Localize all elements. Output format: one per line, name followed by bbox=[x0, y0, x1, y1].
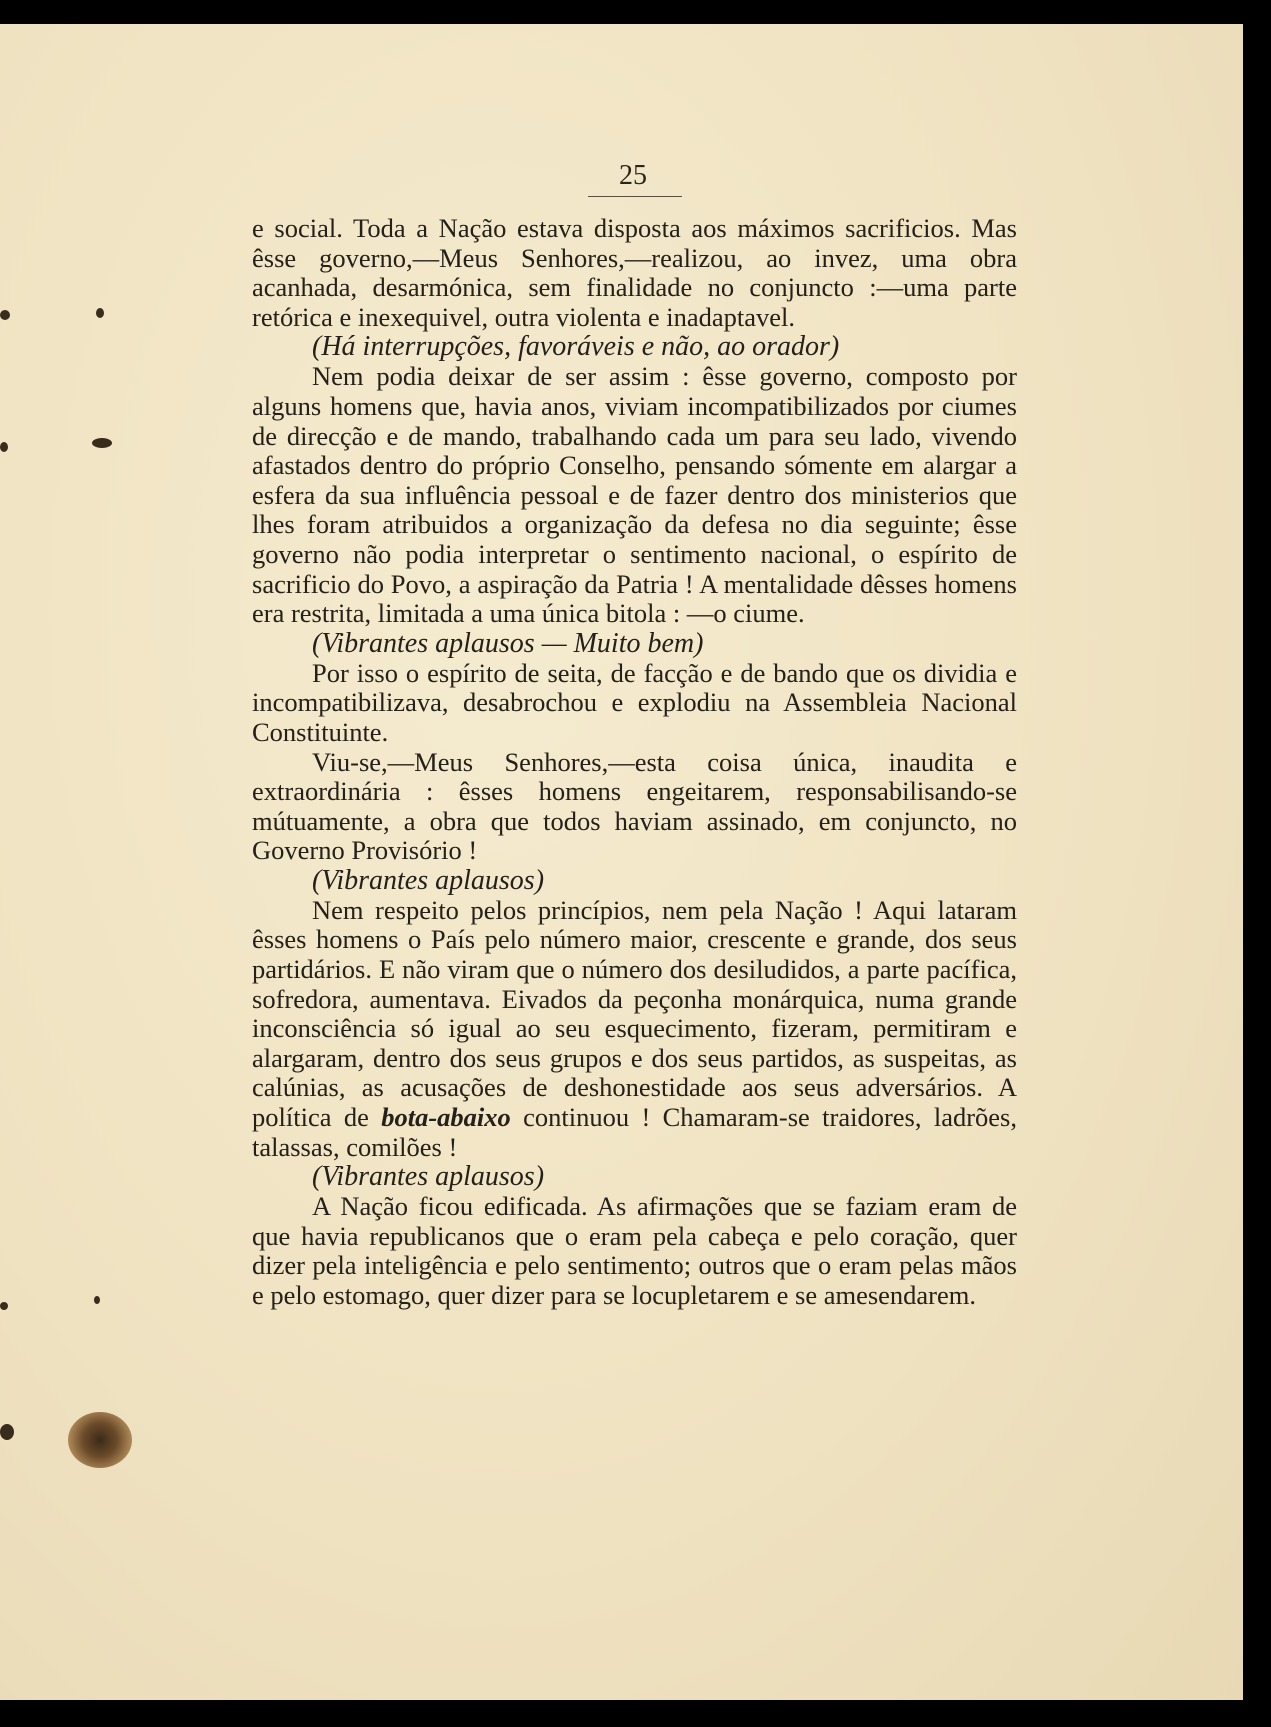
paragraph-4: Viu-se,—Meus Senhores,—esta coisa única, inaudita e extraordinária : êsses homens engeitarem, responsabilisando-se mútuamente, a obra que todos haviam assinado, em conjuncto, no Governo Provisório ! bbox=[252, 746, 1017, 866]
book-page bbox=[0, 24, 1243, 1700]
paragraph-5-lead: Nem respeito pelos princípios, nem pela Nação ! Aqui lataram êsses homens o País pelo número maior, crescente e grande, dos seus partidários. E não viram que o número dos desiludidos, a parte pacífica, sofredora, aumentava. Eivados da peçonha monárquica, numa grande inconsciência só igual ao seu esquecimento, fizeram, permitiram e alargaram, dentro dos seus grupos e dos seus partidos, as suspeitas, as calúnias, as acusações de deshonestidade aos seus adversários. A política de bbox=[252, 894, 1017, 1133]
page-number-rule bbox=[588, 196, 682, 197]
page-number: 25 bbox=[619, 160, 647, 191]
stage-direction-2: (Vibrantes aplausos — Muito bem) bbox=[312, 627, 704, 659]
binding-hole-spot bbox=[96, 308, 104, 318]
body-text bbox=[252, 214, 1017, 1311]
binding-hole-spot bbox=[0, 1302, 8, 1310]
stage-direction-4: (Vibrantes aplausos) bbox=[312, 1161, 545, 1193]
paragraph-1: e social. Toda a Nação estava disposta aos máximos sacrificios. Mas êsse governo,—Meus Senhores,—realizou, ao invez, uma obra acanhada, desarmónica, sem finalidade no conjuncto :—uma parte retórica e inexequivel, outra violenta e inadaptavel. bbox=[252, 213, 1017, 332]
binding-hole-spot bbox=[68, 1412, 132, 1468]
binding-hole-spot bbox=[94, 1296, 100, 1304]
stage-direction-3: (Vibrantes aplausos) bbox=[312, 864, 545, 896]
paragraph-5 bbox=[252, 896, 1017, 1162]
binding-hole-spot bbox=[0, 1424, 14, 1440]
stage-direction-1: (Há interrupções, favoráveis e não, ao orador) bbox=[312, 331, 840, 363]
paragraph-2: Nem podia deixar de ser assim : êsse governo, composto por alguns homens que, havia anos, viviam incompatibilizados por ciumes de direcção e de mando, trabalhando cada um para seu lado, vivendo afastados dentro do próprio Conselho, pensando sómente em alargar a esfera da sua influência pessoal e de fazer dentro dos ministerios que lhes foram atribuidos a organização da defesa no dia seguinte; êsse governo não podia interpretar o sentimento nacional, o espírito de sacrificio do Povo, a aspiração da Patria ! A mentalidade dêsses homens era restrita, limitada a uma única bitola : —o ciume. bbox=[252, 361, 1017, 629]
binding-hole-spot bbox=[0, 310, 10, 320]
paragraph-3: Por isso o espírito de seita, de facção e de bando que os dividia e incompatibilizava, desabrochou e explodiu na Assembleia Nacional Constituinte. bbox=[252, 657, 1017, 747]
paragraph-5-tail: continuou ! Chamaram-se traidores, ladrões, talassas, comilões ! bbox=[252, 1102, 1017, 1162]
binding-hole-spot bbox=[92, 438, 112, 448]
binding-hole-spot bbox=[0, 442, 8, 452]
emphasis-bota-abaixo: bota-abaixo bbox=[381, 1102, 511, 1133]
paragraph-6: A Nação ficou edificada. As afirmações que se faziam eram de que havia republicanos que o eram pela cabeça e pelo coração, quer dizer pela inteligência e pelo sentimento; outros que o eram pelas mãos e pelo estomago, quer dizer para se locupletarem e se amesendarem. bbox=[252, 1191, 1017, 1310]
